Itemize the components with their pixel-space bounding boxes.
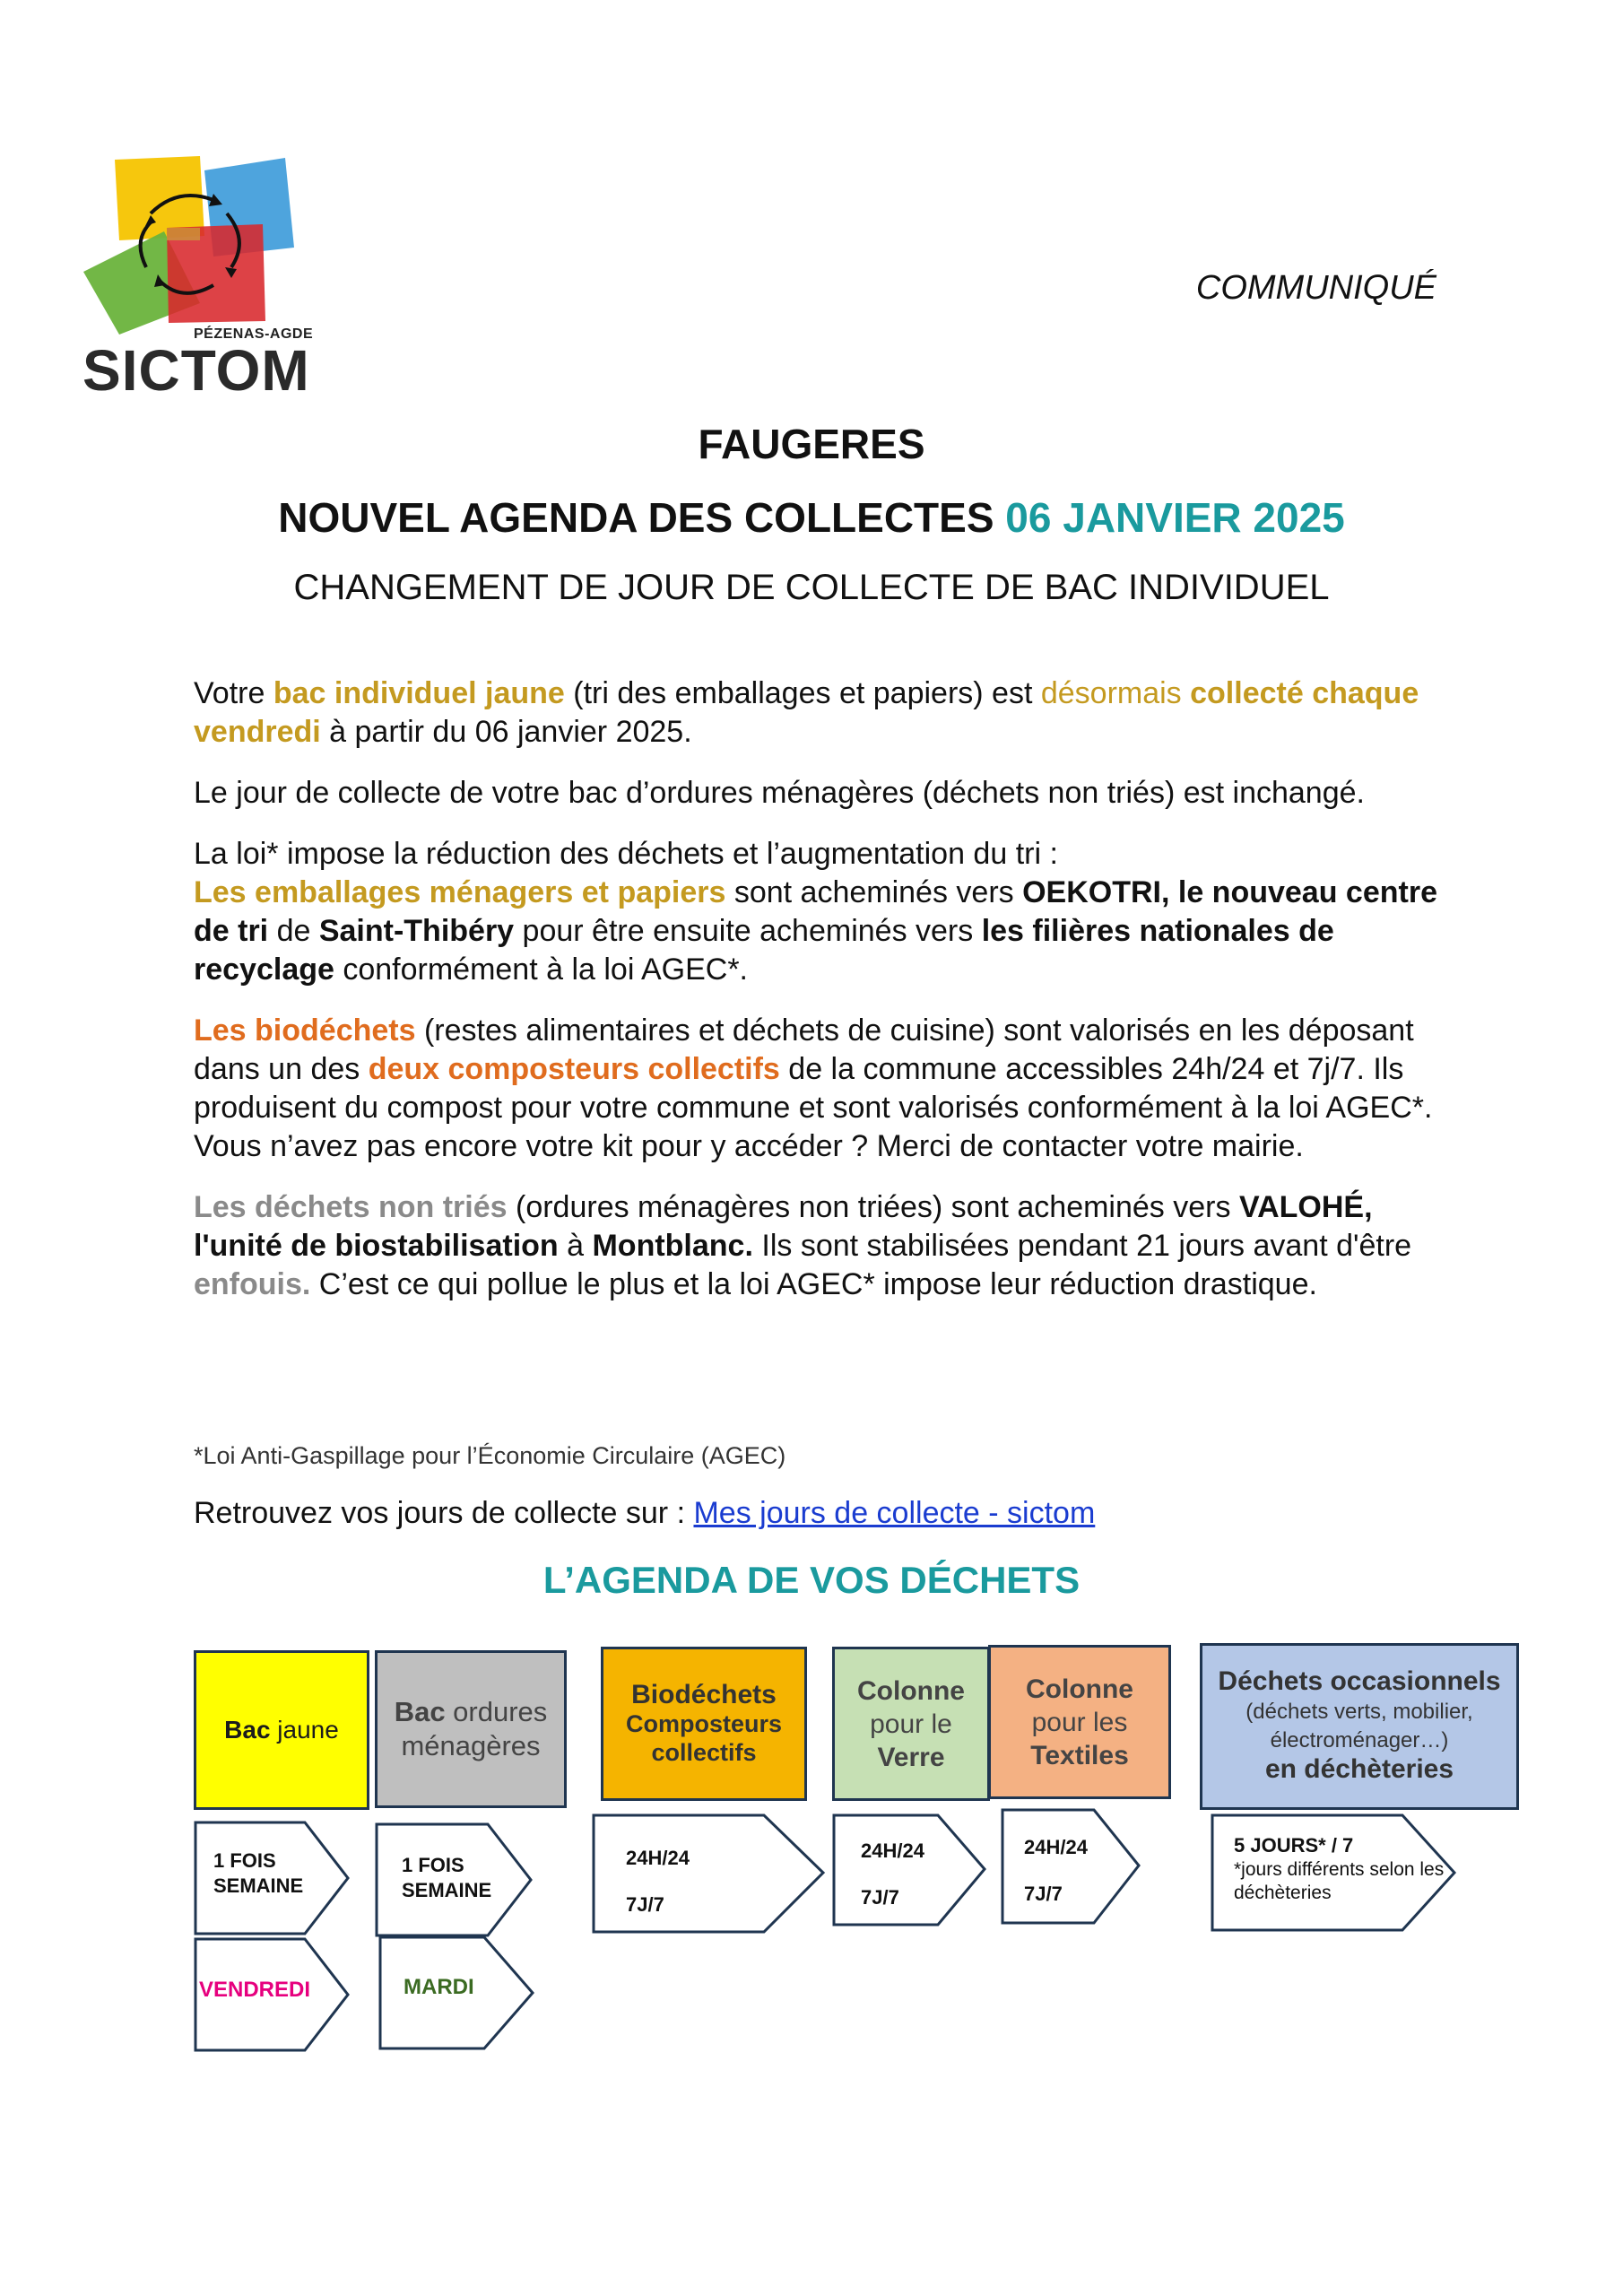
label-bold: Colonne: [857, 1675, 965, 1706]
freq-yellow: [213, 1848, 303, 1899]
collection-days-link[interactable]: Mes jours de collecte - sictom: [693, 1496, 1096, 1530]
category-textiles: [988, 1645, 1171, 1799]
category-glass: [832, 1647, 990, 1801]
freq-line: 7J/7: [626, 1893, 664, 1916]
freq-line: SEMAINE: [402, 1879, 492, 1901]
freq-glass: [861, 1828, 924, 1921]
text: C’est ce qui pollue le plus et la loi AGEC* impose leur réduction drastique.: [310, 1267, 1317, 1301]
paragraph-biowaste: [194, 1012, 1449, 1166]
freq-occasional: [1234, 1833, 1449, 1905]
label-title: Biodéchets: [631, 1680, 777, 1709]
paragraph-law: [194, 835, 1449, 989]
text: conformément à la loi AGEC*.: [334, 952, 748, 987]
text: de: [268, 914, 319, 948]
category-occasional-waste: [1200, 1643, 1519, 1810]
category-household-bin: [375, 1650, 567, 1808]
freq-line: SEMAINE: [213, 1874, 304, 1897]
label-sub: Composteurs collectifs: [625, 1710, 783, 1766]
text: de la commune accessibles 24h/24 et 7j/7. Ils produisent du compost pour votre commune et sont valorisés conformément à la loi AGEC*. Vous n’avez pas encore votre kit pour y accéder ? Merci de contacter votre mairie.: [194, 1052, 1433, 1163]
highlight: deux composteurs collectifs: [368, 1052, 780, 1086]
label-bold: Déchets occasionnels: [1218, 1666, 1501, 1696]
label-bold: Bac: [224, 1716, 271, 1744]
freq-line: 5 JOURS* / 7: [1234, 1834, 1354, 1857]
highlight: désormais: [1040, 676, 1191, 710]
retrouvez-line: [194, 1496, 1095, 1531]
bold-text: Saint-Thibéry: [318, 914, 515, 948]
label-bold: Textiles: [1030, 1740, 1129, 1770]
town-title: FAUGERES: [698, 421, 925, 467]
text: (tri des emballages et papiers) est: [564, 676, 1041, 710]
freq-textiles: [1024, 1824, 1088, 1918]
highlight: bac individuel jaune: [273, 676, 565, 710]
freq-household: [402, 1853, 491, 1903]
category-biowaste: [601, 1647, 807, 1801]
category-yellow-bin: [194, 1650, 369, 1810]
highlight: Les biodéchets: [194, 1013, 416, 1048]
agenda-title-prefix: NOUVEL AGENDA DES COLLECTES: [278, 494, 1006, 541]
footnote: *Loi Anti-Gaspillage pour l’Économie Circulaire (AGEC): [194, 1442, 786, 1469]
label-bold: Colonne: [1026, 1674, 1133, 1704]
label: pour le: [870, 1709, 952, 1739]
freq-line: 7J/7: [861, 1886, 899, 1909]
text: Ils sont stabilisées pendant 21 jours avant d'être: [752, 1229, 1412, 1263]
paragraph-household: Le jour de collecte de votre bac d’ordures ménagères (déchets non triés) est inchangé.: [194, 776, 1365, 810]
bold-text: OEKOTRI, le nouveau centre de tri: [194, 875, 1437, 948]
change-subtitle: CHANGEMENT DE JOUR DE COLLECTE DE BAC INDIVIDUEL: [293, 568, 1330, 607]
logo-name: SICTOM: [82, 338, 310, 403]
freq-line: 7J/7: [1024, 1883, 1063, 1905]
text: à partir du 06 janvier 2025.: [320, 715, 692, 749]
text: (ordures ménagères non triées) sont acheminés vers: [507, 1190, 1239, 1224]
label: jaune: [270, 1716, 339, 1744]
bold-text: VALOHÉ, l'unité de biostabilisation: [194, 1190, 1373, 1263]
highlight: Les déchets non triés: [194, 1190, 508, 1224]
agenda-date: 06 JANVIER 2025: [1005, 494, 1345, 541]
day-household: MARDI: [404, 1975, 474, 1999]
label: ordures ménagères: [401, 1696, 548, 1761]
body-text: [194, 674, 1449, 1326]
label-bold: Verre: [877, 1742, 945, 1772]
text: pour être ensuite acheminés vers: [514, 914, 982, 948]
freq-line: 24H/24: [1024, 1836, 1088, 1858]
bold-text: Montblanc.: [592, 1229, 753, 1263]
label-bold: en déchèteries: [1264, 1754, 1454, 1784]
label: pour les: [1031, 1707, 1128, 1737]
day-yellow: VENDREDI: [199, 1978, 311, 2002]
sictom-logo: [79, 151, 330, 411]
label: (déchets verts, mobilier, électroménager…): [1245, 1700, 1473, 1752]
text: (restes alimentaires et déchets de cuisine) sont valorisés en les déposant dans un des: [194, 1013, 1414, 1086]
highlight: Les emballages ménagers et papiers: [194, 875, 726, 909]
freq-biowaste: [626, 1835, 690, 1928]
freq-line: 24H/24: [861, 1839, 924, 1862]
highlight: enfouis.: [194, 1267, 311, 1301]
sictom-logo-graphic: [79, 151, 330, 339]
logo-subtitle: PÉZENAS-AGDE: [194, 326, 314, 342]
text: sont acheminés vers: [725, 875, 1023, 909]
agenda-section-title: L’AGENDA DE VOS DÉCHETS: [542, 1559, 1081, 1601]
paragraph-unsorted: [194, 1188, 1449, 1304]
text: à: [558, 1229, 593, 1263]
freq-line: 1 FOIS: [402, 1854, 464, 1876]
highlight: collecté chaque vendredi: [194, 676, 1419, 749]
bold-text: les filières nationales de recyclage: [194, 914, 1334, 987]
communique-label: COMMUNIQUÉ: [1195, 269, 1436, 307]
label-bold: Bac: [394, 1696, 446, 1727]
freq-line: 1 FOIS: [213, 1849, 276, 1872]
retrouvez-text: Retrouvez vos jours de collecte sur :: [194, 1496, 694, 1530]
text: La loi* impose la réduction des déchets et l’augmentation du tri :: [194, 837, 1058, 871]
paragraph-yellow-bin: [194, 674, 1449, 752]
freq-line: 24H/24: [626, 1847, 690, 1869]
freq-note: *jours différents selon les déchèteries: [1234, 1859, 1445, 1903]
text: Votre: [194, 676, 273, 710]
agenda-title: [0, 493, 1623, 542]
